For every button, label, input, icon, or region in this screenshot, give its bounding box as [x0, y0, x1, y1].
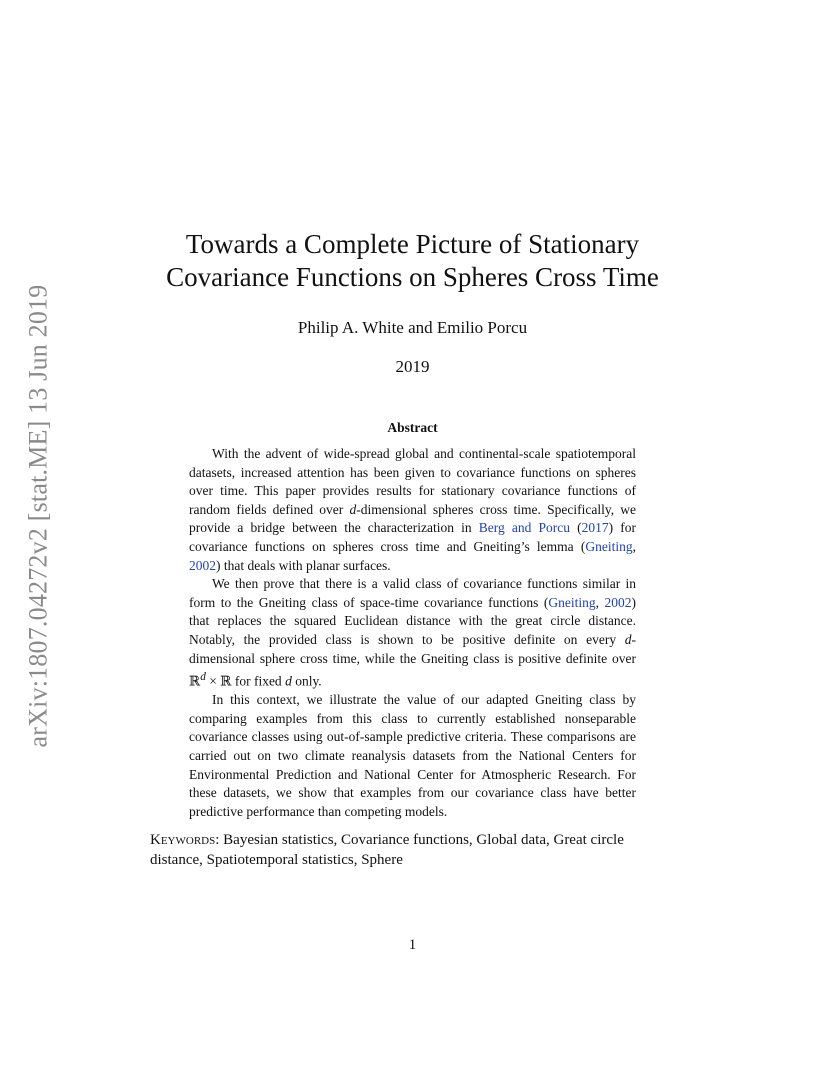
citation-link-berg-porcu[interactable]: Berg and Porcu	[478, 520, 570, 536]
abstract-text: ) for covariance functions on spheres cross time and Gneiting’s lemma (	[189, 520, 636, 554]
abstract-paragraph-1	[189, 445, 636, 575]
citation-link-gneiting[interactable]: Gneiting	[548, 594, 596, 610]
abstract-body	[189, 445, 636, 821]
abstract-paragraph-2	[189, 575, 636, 691]
keywords	[150, 830, 680, 870]
paper-date: 2019	[395, 357, 430, 376]
abstract-text: -dimensional sphere cross time, while the Gneiting class is positive definite over	[189, 631, 636, 666]
math-times-real: × ℝ	[205, 673, 232, 689]
keywords-list: : Bayesian statistics, Covariance functions, Global data, Great circle distance, Spatiotemporal statistics, Sphere	[150, 832, 624, 868]
math-d: d	[285, 673, 292, 689]
page-number: 1	[408, 937, 417, 953]
math-d: d	[349, 501, 357, 517]
abstract-heading: Abstract	[387, 420, 438, 435]
abstract-text: With the advent of wide-spread global and continental-scale spatiotemporal datasets, increased attention has been given to covariance functions on spheres over time. This paper provides results for stationary covariance functions of random fields defined over	[189, 446, 636, 517]
math-d: d	[624, 631, 632, 647]
citation-year-link-2002[interactable]: 2002	[604, 594, 632, 610]
abstract-text: (	[569, 520, 582, 536]
abstract-text: ) that deals with planar surfaces.	[216, 557, 391, 573]
abstract-text: ,	[632, 538, 636, 554]
citation-year-link-2017[interactable]: 2017	[581, 520, 609, 536]
abstract-text: -dimensional spheres cross time. Specifically, we provide a bridge between the characterization in	[189, 501, 636, 536]
paper-authors: Philip A. White and Emilio Porcu	[297, 318, 528, 337]
abstract-paragraph-3: In this context, we illustrate the value of our adapted Gneiting class by comparing examples from this class to currently established nonseparable covariance classes using out-of-sample predictive criteria. These comparisons are carried out on two climate reanalysis datasets from the National Centers for Environmental Prediction and National Center for Atmospheric Research. For these datasets, we show that examples from our covariance class have better predictive performance than competing models.	[189, 692, 636, 819]
keywords-label: Keywords	[150, 832, 216, 848]
arxiv-sidebar	[15, 284, 61, 748]
math-real-space: ℝ	[189, 673, 201, 689]
paper-title: Towards a Complete Picture of Stationary Covariance Functions on Spheres Cross Time	[166, 229, 659, 292]
citation-link-gneiting[interactable]: Gneiting	[585, 538, 633, 554]
arxiv-identifier: arXiv:1807.04272v2 [stat.ME] 13 Jun 2019	[23, 284, 52, 748]
abstract-text: We then prove that there is a valid class of covariance functions similar in form to the Gneiting class of space-time covariance functions (	[189, 576, 636, 610]
math-superscript-d: d	[200, 671, 206, 684]
citation-year-link-2002[interactable]: 2002	[189, 557, 216, 573]
abstract-text: ,	[595, 594, 605, 610]
abstract-text: for fixed	[231, 673, 286, 689]
abstract-text: ) that replaces the squared Euclidean distance with the great circle distance. Notably, the provided class is shown to be positive definite on every	[189, 594, 636, 647]
abstract-text: only.	[291, 673, 322, 689]
